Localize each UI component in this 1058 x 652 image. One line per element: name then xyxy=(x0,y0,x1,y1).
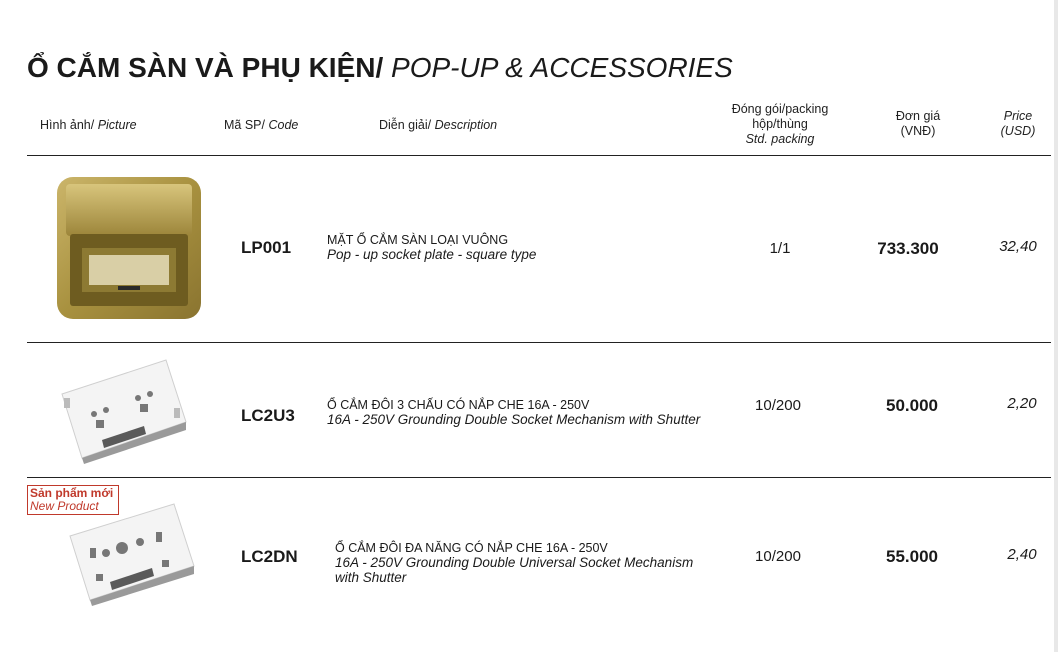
header-packing-line1: Đóng gói/packing xyxy=(731,102,829,116)
badge-en: New Product xyxy=(30,499,99,513)
price-usd: 2,40 xyxy=(1007,546,1037,563)
product-description xyxy=(327,398,700,427)
row-divider xyxy=(27,342,1051,343)
product-image-lp001 xyxy=(56,176,202,325)
product-image-lc2u3 xyxy=(58,358,190,469)
description-vi: Ổ CẮM ĐÔI 3 CHẤU CÓ NẮP CHE 16A - 250V xyxy=(327,398,590,412)
product-code: LP001 xyxy=(241,238,292,257)
product-description xyxy=(335,541,693,585)
price-usd: 2,20 xyxy=(1007,395,1037,412)
packing-value: 10/200 xyxy=(755,548,801,565)
badge-vi: Sản phẩm mới xyxy=(30,486,114,500)
header-usd-line2: (USD) xyxy=(1000,124,1036,138)
page-title-en: POP-UP & ACCESSORIES xyxy=(383,52,733,83)
double-socket-icon xyxy=(58,358,190,464)
packing-value: 10/200 xyxy=(755,397,801,414)
header-picture-en: Picture xyxy=(94,118,137,132)
description-en-line2: with Shutter xyxy=(335,570,407,585)
price-usd: 32,40 xyxy=(999,238,1037,255)
row-divider xyxy=(27,477,1051,478)
header-code-en: Code xyxy=(265,118,299,132)
scrollbar-track[interactable] xyxy=(1054,0,1058,652)
price-vnd: 733.300 xyxy=(877,239,939,258)
header-packing xyxy=(715,102,845,147)
header-desc-en: Description xyxy=(431,118,498,132)
product-description xyxy=(327,233,536,262)
header-code xyxy=(224,118,298,133)
header-packing-line2: hộp/thùng xyxy=(752,117,808,131)
header-desc-vi: Diễn giải/ xyxy=(379,118,432,132)
header-price-vnd xyxy=(878,109,958,139)
header-price-usd xyxy=(988,109,1048,139)
header-usd-line1: Price xyxy=(1003,109,1033,123)
description-vi: Ổ CẮM ĐÔI ĐA NĂNG CÓ NẮP CHE 16A - 250V xyxy=(335,541,608,555)
product-code: LC2DN xyxy=(241,547,298,566)
header-picture xyxy=(40,118,137,133)
price-vnd: 50.000 xyxy=(886,396,938,415)
universal-double-socket-icon xyxy=(66,502,198,606)
header-vnd-line2: (VNĐ) xyxy=(900,124,936,138)
product-image-lc2dn xyxy=(66,502,198,611)
product-code: LC2U3 xyxy=(241,406,295,425)
description-en-line1: 16A - 250V Grounding Double Universal Socket Mechanism xyxy=(335,555,694,570)
packing-value: 1/1 xyxy=(769,240,791,257)
header-description xyxy=(379,118,497,133)
description-vi: MẶT Ổ CẮM SÀN LOẠI VUÔNG xyxy=(327,233,509,247)
header-picture-vi: Hình ảnh/ xyxy=(40,118,95,132)
header-vnd-line1: Đơn giá xyxy=(895,109,941,123)
description-en: 16A - 250V Grounding Double Socket Mechanism with Shutter xyxy=(327,412,701,427)
description-en: Pop - up socket plate - square type xyxy=(327,247,537,262)
page-title-vi: Ổ CẮM SÀN VÀ PHỤ KIỆN/ xyxy=(27,52,384,83)
header-packing-line3: Std. packing xyxy=(745,132,815,146)
header-code-vi: Mã SP/ xyxy=(224,118,265,132)
popup-socket-plate-icon xyxy=(56,176,202,320)
page-title xyxy=(27,52,733,84)
price-vnd: 55.000 xyxy=(886,547,938,566)
header-divider xyxy=(27,155,1051,156)
